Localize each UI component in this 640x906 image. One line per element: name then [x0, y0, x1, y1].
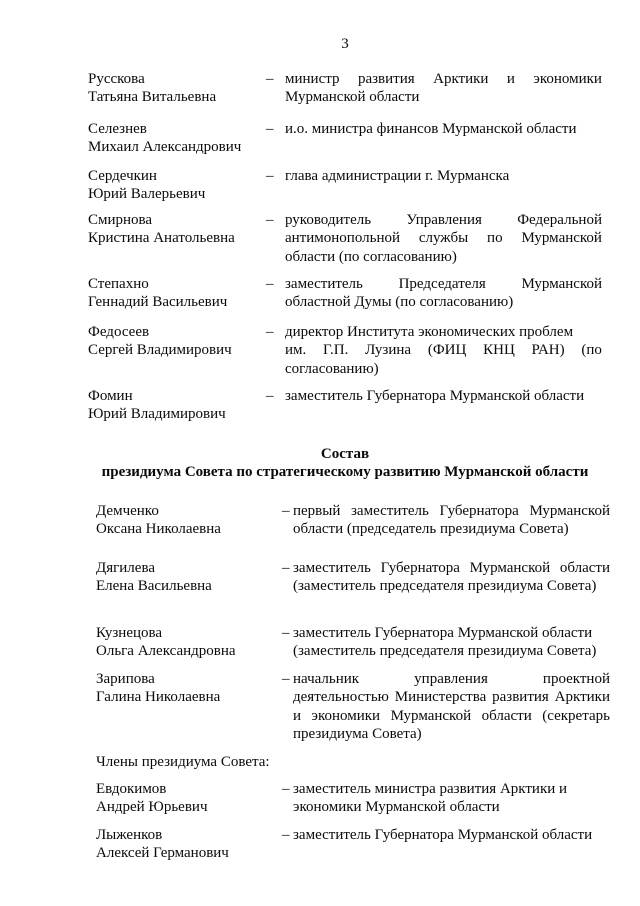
member-position — [293, 559, 610, 596]
member-position — [285, 70, 602, 107]
word: РАН) — [531, 342, 565, 359]
word: Лузина — [365, 342, 412, 359]
word: области — [481, 707, 532, 724]
word: Федеральной — [517, 212, 602, 228]
member-position — [285, 120, 602, 138]
member-surname: Федосеев — [88, 324, 150, 340]
position-line: (заместитель председателя президиума Совета) — [293, 643, 597, 660]
separator-dash: – — [266, 388, 274, 404]
position-line: глава администрации г. Мурманска — [285, 168, 510, 184]
word: Арктики — [554, 689, 610, 706]
member-full-name — [96, 670, 220, 707]
word: и — [506, 71, 515, 87]
member-given-names: Елена Васильевна — [96, 578, 212, 595]
member-full-name — [96, 502, 221, 539]
member-position — [293, 826, 610, 844]
member-given-names: Андрей Юрьевич — [96, 799, 208, 816]
word: первый — [293, 503, 341, 519]
member-position — [285, 211, 602, 266]
member-position — [293, 502, 610, 539]
section-subheading: президиума Совета по стратегическому развитию Мурманской области — [101, 464, 589, 480]
member-full-name — [88, 387, 226, 424]
word: развития — [357, 71, 415, 87]
word: Мурманской — [390, 707, 472, 724]
members-label: Члены президиума Совета: — [96, 754, 270, 770]
word: проектной — [542, 671, 610, 687]
separator-dash: – — [266, 71, 274, 87]
word: области — [559, 560, 610, 576]
word: заместитель — [351, 503, 429, 519]
member-given-names: Ольга Александровна — [96, 643, 236, 660]
member-surname: Демченко — [96, 503, 159, 519]
position-line: согласованию) — [285, 360, 379, 377]
word: Мурманской — [521, 276, 602, 292]
position-line — [285, 275, 602, 293]
separator-dash: – — [282, 625, 290, 641]
word: Мурманской — [469, 560, 551, 576]
word: Губернатора — [439, 503, 519, 519]
position-line: Мурманской области — [285, 89, 420, 106]
word: Управления — [406, 212, 482, 228]
separator-dash: – — [266, 121, 274, 137]
member-surname: Дягилева — [96, 560, 155, 576]
member-surname: Евдокимов — [96, 781, 167, 797]
word: руководитель — [285, 212, 372, 228]
word: Мурманской — [529, 503, 610, 519]
page-number: 3 — [341, 36, 349, 52]
member-given-names: Геннадий Васильевич — [88, 294, 228, 311]
word: Арктики — [433, 71, 489, 87]
word: заместитель — [285, 276, 363, 292]
word: и — [293, 707, 302, 724]
member-position — [293, 624, 610, 661]
position-line — [293, 688, 610, 706]
member-full-name — [88, 120, 241, 157]
member-given-names: Галина Николаевна — [96, 689, 221, 706]
position-line: экономики Мурманской области — [293, 799, 500, 816]
member-full-name — [96, 780, 208, 817]
member-surname: Смирнова — [88, 212, 153, 228]
word: Председателя — [398, 276, 486, 292]
word: Г.П. — [323, 342, 349, 359]
member-position — [285, 387, 602, 405]
member-given-names: Алексей Германович — [96, 845, 229, 862]
position-line: области (по согласованию) — [285, 248, 457, 265]
word: экономики — [533, 71, 602, 87]
position-line: заместитель Губернатора Мурманской области — [293, 827, 593, 843]
position-line — [285, 229, 602, 247]
presidium-member-row — [0, 826, 640, 906]
position-line: заместитель Губернатора Мурманской области — [285, 388, 585, 404]
position-line — [293, 707, 610, 725]
member-surname: Селезнев — [88, 121, 147, 137]
word: им. — [285, 342, 307, 359]
presidium-member-row — [0, 670, 640, 750]
word: начальник — [293, 671, 360, 687]
member-given-names: Михаил Александрович — [88, 139, 242, 156]
separator-dash: – — [282, 827, 290, 843]
member-position — [285, 275, 602, 312]
member-position — [285, 167, 602, 185]
member-surname: Степахно — [88, 276, 149, 292]
member-full-name — [88, 323, 232, 360]
position-line: областной Думы (по согласованию) — [285, 294, 514, 311]
position-line: заместитель министра развития Арктики и — [293, 781, 568, 797]
member-surname: Русскова — [88, 71, 145, 87]
separator-dash: – — [282, 560, 290, 576]
member-given-names: Юрий Валерьевич — [88, 186, 206, 203]
member-given-names: Оксана Николаевна — [96, 521, 221, 538]
word: Мурманской — [521, 230, 602, 247]
position-line: президиума Совета) — [293, 725, 422, 742]
word: экономики — [311, 707, 381, 724]
member-surname: Лыженков — [96, 827, 163, 843]
member-surname: Зарипова — [96, 671, 155, 687]
word: службы — [418, 230, 469, 247]
position-line — [293, 502, 610, 520]
word: Министерства — [394, 689, 487, 706]
word: заместитель — [293, 560, 371, 576]
word: развития — [492, 689, 549, 706]
separator-dash: – — [266, 324, 274, 340]
member-given-names: Юрий Владимирович — [88, 406, 226, 423]
word: (секретарь — [542, 707, 610, 724]
member-full-name — [88, 275, 227, 312]
separator-dash: – — [282, 671, 290, 687]
word: министр — [285, 71, 340, 87]
position-line — [293, 559, 610, 577]
word: Губернатора — [380, 560, 460, 576]
section-heading: Состав — [320, 446, 370, 462]
separator-dash: – — [282, 781, 290, 797]
member-full-name — [96, 826, 229, 863]
position-line: и.о. министра финансов Мурманской области — [285, 121, 577, 137]
position-line: (заместитель председателя президиума Совета) — [293, 578, 597, 595]
separator-dash: – — [282, 503, 290, 519]
word: (ФИЦ — [427, 342, 467, 359]
separator-dash: – — [266, 168, 274, 184]
member-full-name — [88, 70, 216, 107]
separator-dash: – — [266, 212, 274, 228]
member-full-name — [88, 167, 205, 204]
position-line: области (председатель президиума Совета) — [293, 521, 569, 538]
member-full-name — [96, 624, 236, 661]
member-given-names: Кристина Анатольевна — [88, 230, 235, 247]
member-given-names: Татьяна Витальевна — [88, 89, 217, 106]
position-line — [285, 70, 602, 88]
word: управления — [414, 671, 488, 687]
member-surname: Кузнецова — [96, 625, 163, 641]
position-line — [285, 211, 602, 229]
member-full-name — [96, 559, 212, 596]
member-position — [293, 670, 610, 743]
member-given-names: Сергей Владимирович — [88, 342, 232, 359]
member-full-name — [88, 211, 235, 248]
member-surname: Сердечкин — [88, 168, 157, 184]
word: КНЦ — [483, 342, 515, 359]
position-line: директор Института экономических проблем — [285, 324, 574, 340]
word: (по — [581, 342, 602, 359]
separator-dash: – — [266, 276, 274, 292]
word: по — [487, 230, 503, 247]
member-position — [285, 323, 602, 378]
position-line — [293, 670, 610, 688]
word: антимонопольной — [285, 230, 400, 247]
position-line — [285, 341, 602, 359]
member-surname: Фомин — [88, 388, 133, 404]
word: деятельностью — [293, 689, 389, 706]
position-line: заместитель Губернатора Мурманской области — [293, 625, 593, 641]
member-position — [293, 780, 610, 817]
